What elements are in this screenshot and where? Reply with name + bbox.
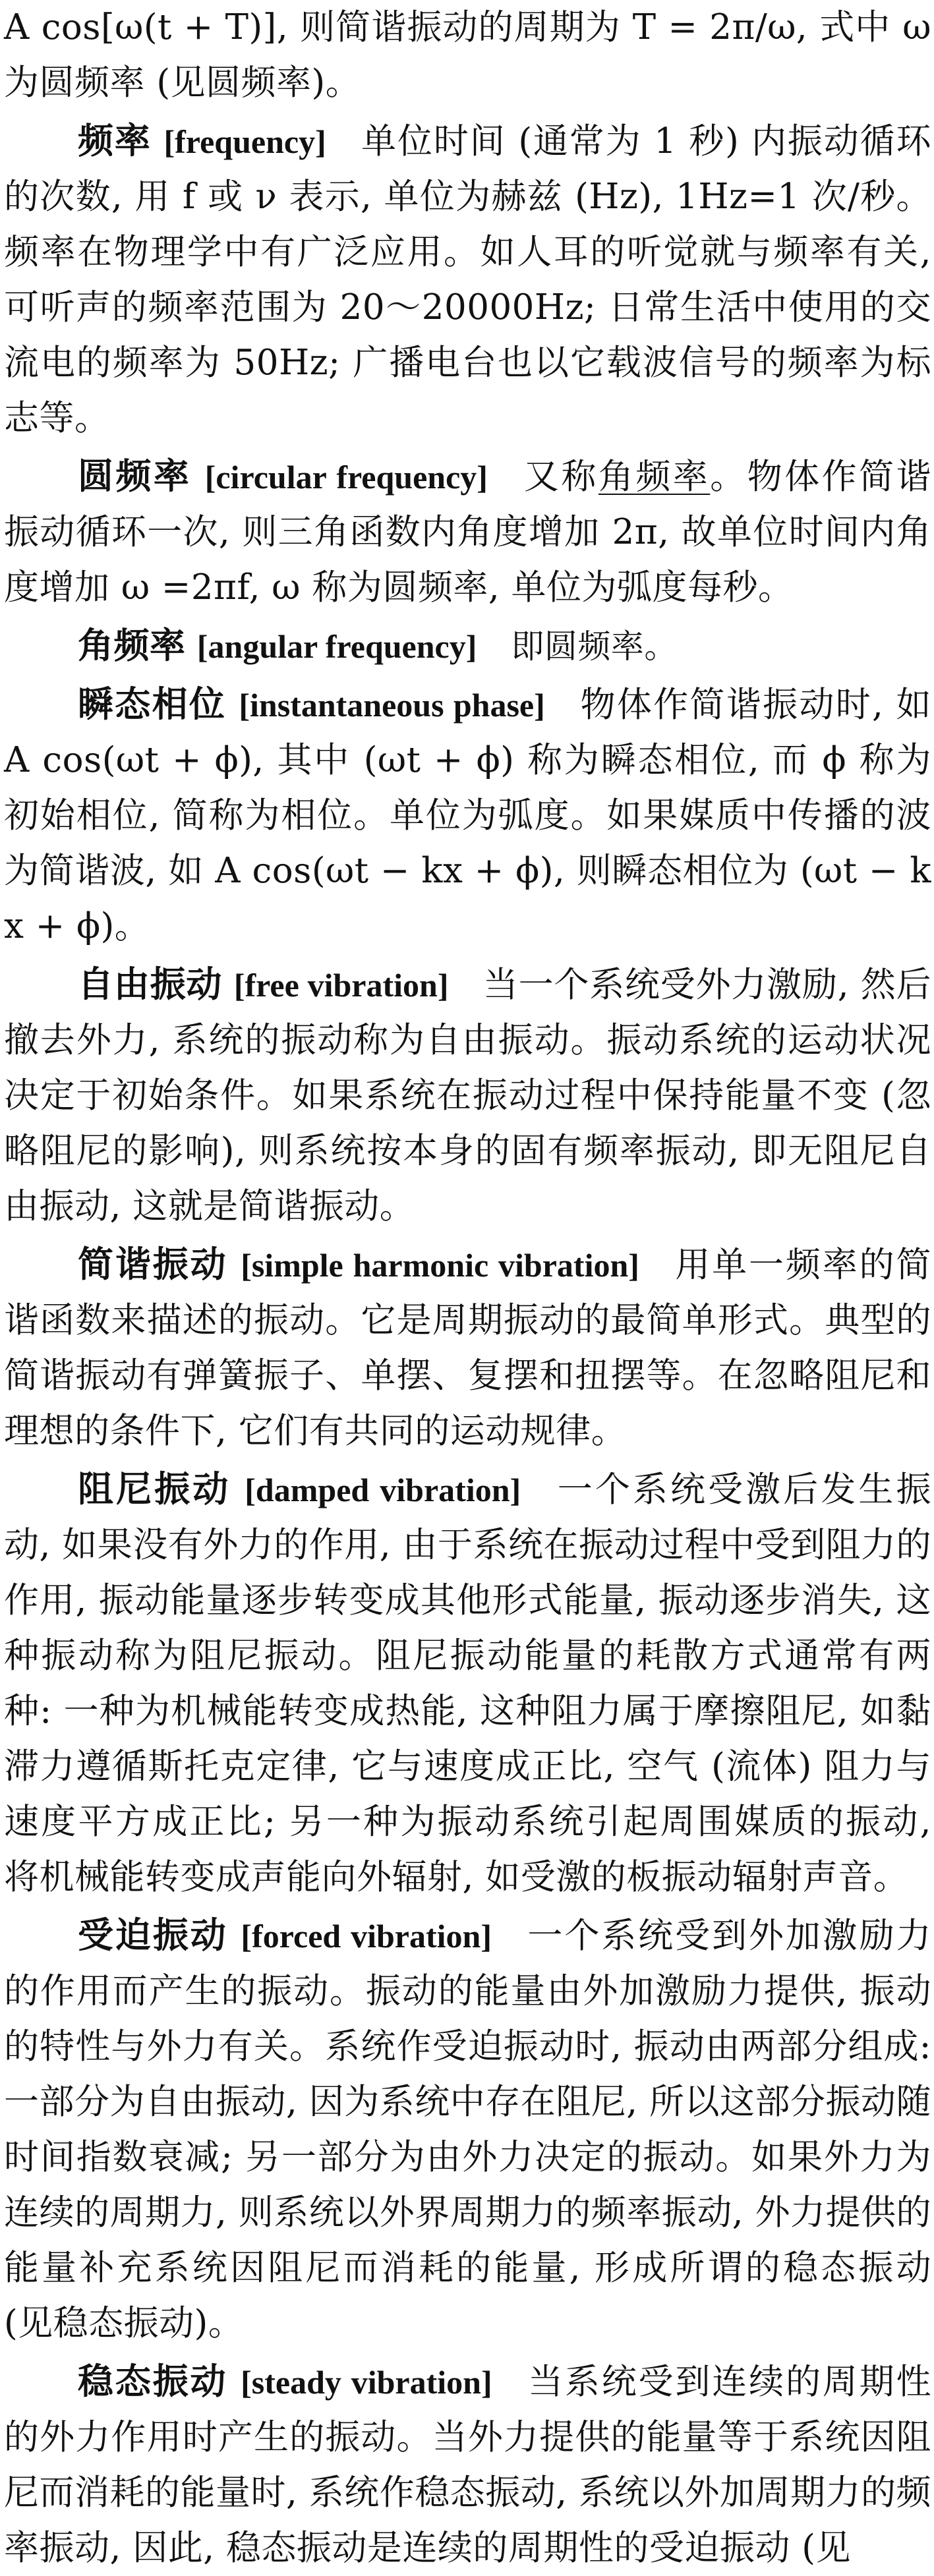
entry-term: 阻尼振动 <box>78 1468 231 1510</box>
entry-body: 即圆频率。 <box>511 627 678 666</box>
entry-body: 用单一频率的简谐函数来描述的振动。它是周期振动的最简单形式。典型的简谐振动有弹簧振子、单摆、复摆和扭摆等。在忽略阻尼和理想的条件下, 它们有共同的运动规律。 <box>4 1245 931 1451</box>
entry-body: 当系统受到连续的周期性的外力作用时产生的振动。当外力提供的能量等于系统因阻尼而消耗的能量时, 系统作稳态振动, 系统以外加周期力的频率振动, 因此, 稳态振动是连续的周期性的受迫振动 (见 <box>4 2362 932 2568</box>
cross-reference-link[interactable]: 角频率 <box>598 457 711 497</box>
entry-body: 单位时间 (通常为 1 秒) 内振动循环的次数, 用 f 或 ν 表示, 单位为赫兹 (Hz), 1Hz=1 次/秒。频率在物理学中有广泛应用。如人耳的听觉就与频率有关, 可听声的频率范围为 20～20000Hz; 日常生活中使用的交流电的频率为 50Hz; 广播电台也以它载波信号的频率为标志等。 <box>4 121 932 438</box>
entry-circular-frequency <box>4 449 931 615</box>
entry-english-term: [damped vibration] <box>245 1472 521 1508</box>
entry-english-term: [free vibration] <box>233 967 449 1004</box>
entry-english-term: [instantaneous phase] <box>239 687 545 724</box>
entry-english-term: [angular frequency] <box>196 628 477 665</box>
entry-english-term: [simple harmonic vibration] <box>241 1247 639 1284</box>
entry-english-term: [frequency] <box>163 123 326 160</box>
intro-text: A cos[ω(t + T)], 则简谐振动的周期为 T = 2π/ω, 式中 ω 为圆频率 (见圆频率)。 <box>4 7 931 103</box>
entry-english-term: [forced vibration] <box>241 1918 492 1955</box>
entry-frequency <box>4 113 931 446</box>
entry-term: 频率 <box>78 120 152 161</box>
entry-simple-harmonic-vibration <box>4 1237 931 1459</box>
entry-term: 自由振动 <box>78 963 223 1005</box>
entry-damped-vibration <box>4 1462 931 1905</box>
entry-term: 瞬态相位 <box>78 683 227 725</box>
entry-forced-vibration <box>4 1908 931 2351</box>
entry-instantaneous-phase <box>4 677 931 954</box>
entry-free-vibration <box>4 957 931 1234</box>
entry-english-term: [steady vibration] <box>241 2364 492 2401</box>
entry-term: 角频率 <box>78 625 186 666</box>
entry-steady-vibration <box>4 2354 931 2576</box>
entry-english-term: [circular frequency] <box>204 459 488 496</box>
entry-body: 一个系统受到外加激励力的作用而产生的振动。振动的能量由外加激励力提供, 振动的特性与外力有关。系统作受迫振动时, 振动由两部分组成: 一部分为自由振动, 因为系统中存在阻尼, 所以这部分振动随时间指数衰减; 另一部分为由外力决定的振动。如果外力为连续的周期力, 则系统以外界周期力的频率振动, 外力提供的能量补充系统因阻尼而消耗的能量, 形成所谓的稳态振动 (见稳态振动)。 <box>4 1916 931 2343</box>
entry-body: 当一个系统受外力激励, 然后撤去外力, 系统的振动称为自由振动。振动系统的运动状况决定于初始条件。如果系统在振动过程中保持能量不变 (忽略阻尼的影响), 则系统按本身的固有频率振动, 即无阻尼自由振动, 这就是简谐振动。 <box>4 965 931 1226</box>
entry-term: 受迫振动 <box>78 1914 228 1956</box>
entry-term: 简谐振动 <box>78 1244 228 1285</box>
entry-term: 稳态振动 <box>78 2361 228 2402</box>
entry-angular-frequency <box>4 618 931 674</box>
entry-body-after: 。物体作简谐振动循环一次, 则三角函数内角度增加 2π, 故单位时间内角度增加 ω =2πf, ω 称为圆频率, 单位为弧度每秒。 <box>4 457 932 608</box>
entry-body: 一个系统受激后发生振动, 如果没有外力的作用, 由于系统在振动过程中受到阻力的作用, 振动能量逐步转变成其他形式能量, 振动逐步消失, 这种振动称为阻尼振动。阻尼振动能量的耗散方式通常有两种: 一种为机械能转变成热能, 这种阻力属于摩擦阻尼, 如黏滞力遵循斯托克定律, 它与速度成正比, 空气 (流体) 阻力与速度平方成正比; 另一种为振动系统引起周围媒质的振动, 将机械能转变成声能向外辐射, 如受激的板振动辐射声音。 <box>4 1470 932 1897</box>
entry-body-before: 又称 <box>521 457 598 497</box>
intro-paragraph <box>4 0 931 111</box>
entry-term: 圆频率 <box>78 455 192 497</box>
entry-body: 物体作简谐振动时, 如 A cos(ωt + ϕ), 其中 (ωt + ϕ) 称为瞬态相位, 而 ϕ 称为初始相位, 简称为相位。单位为弧度。如果媒质中传播的波为简谐波, 如 A cos(ωt − kx + ϕ), 则瞬态相位为 (ωt − kx + ϕ)。 <box>4 685 931 946</box>
